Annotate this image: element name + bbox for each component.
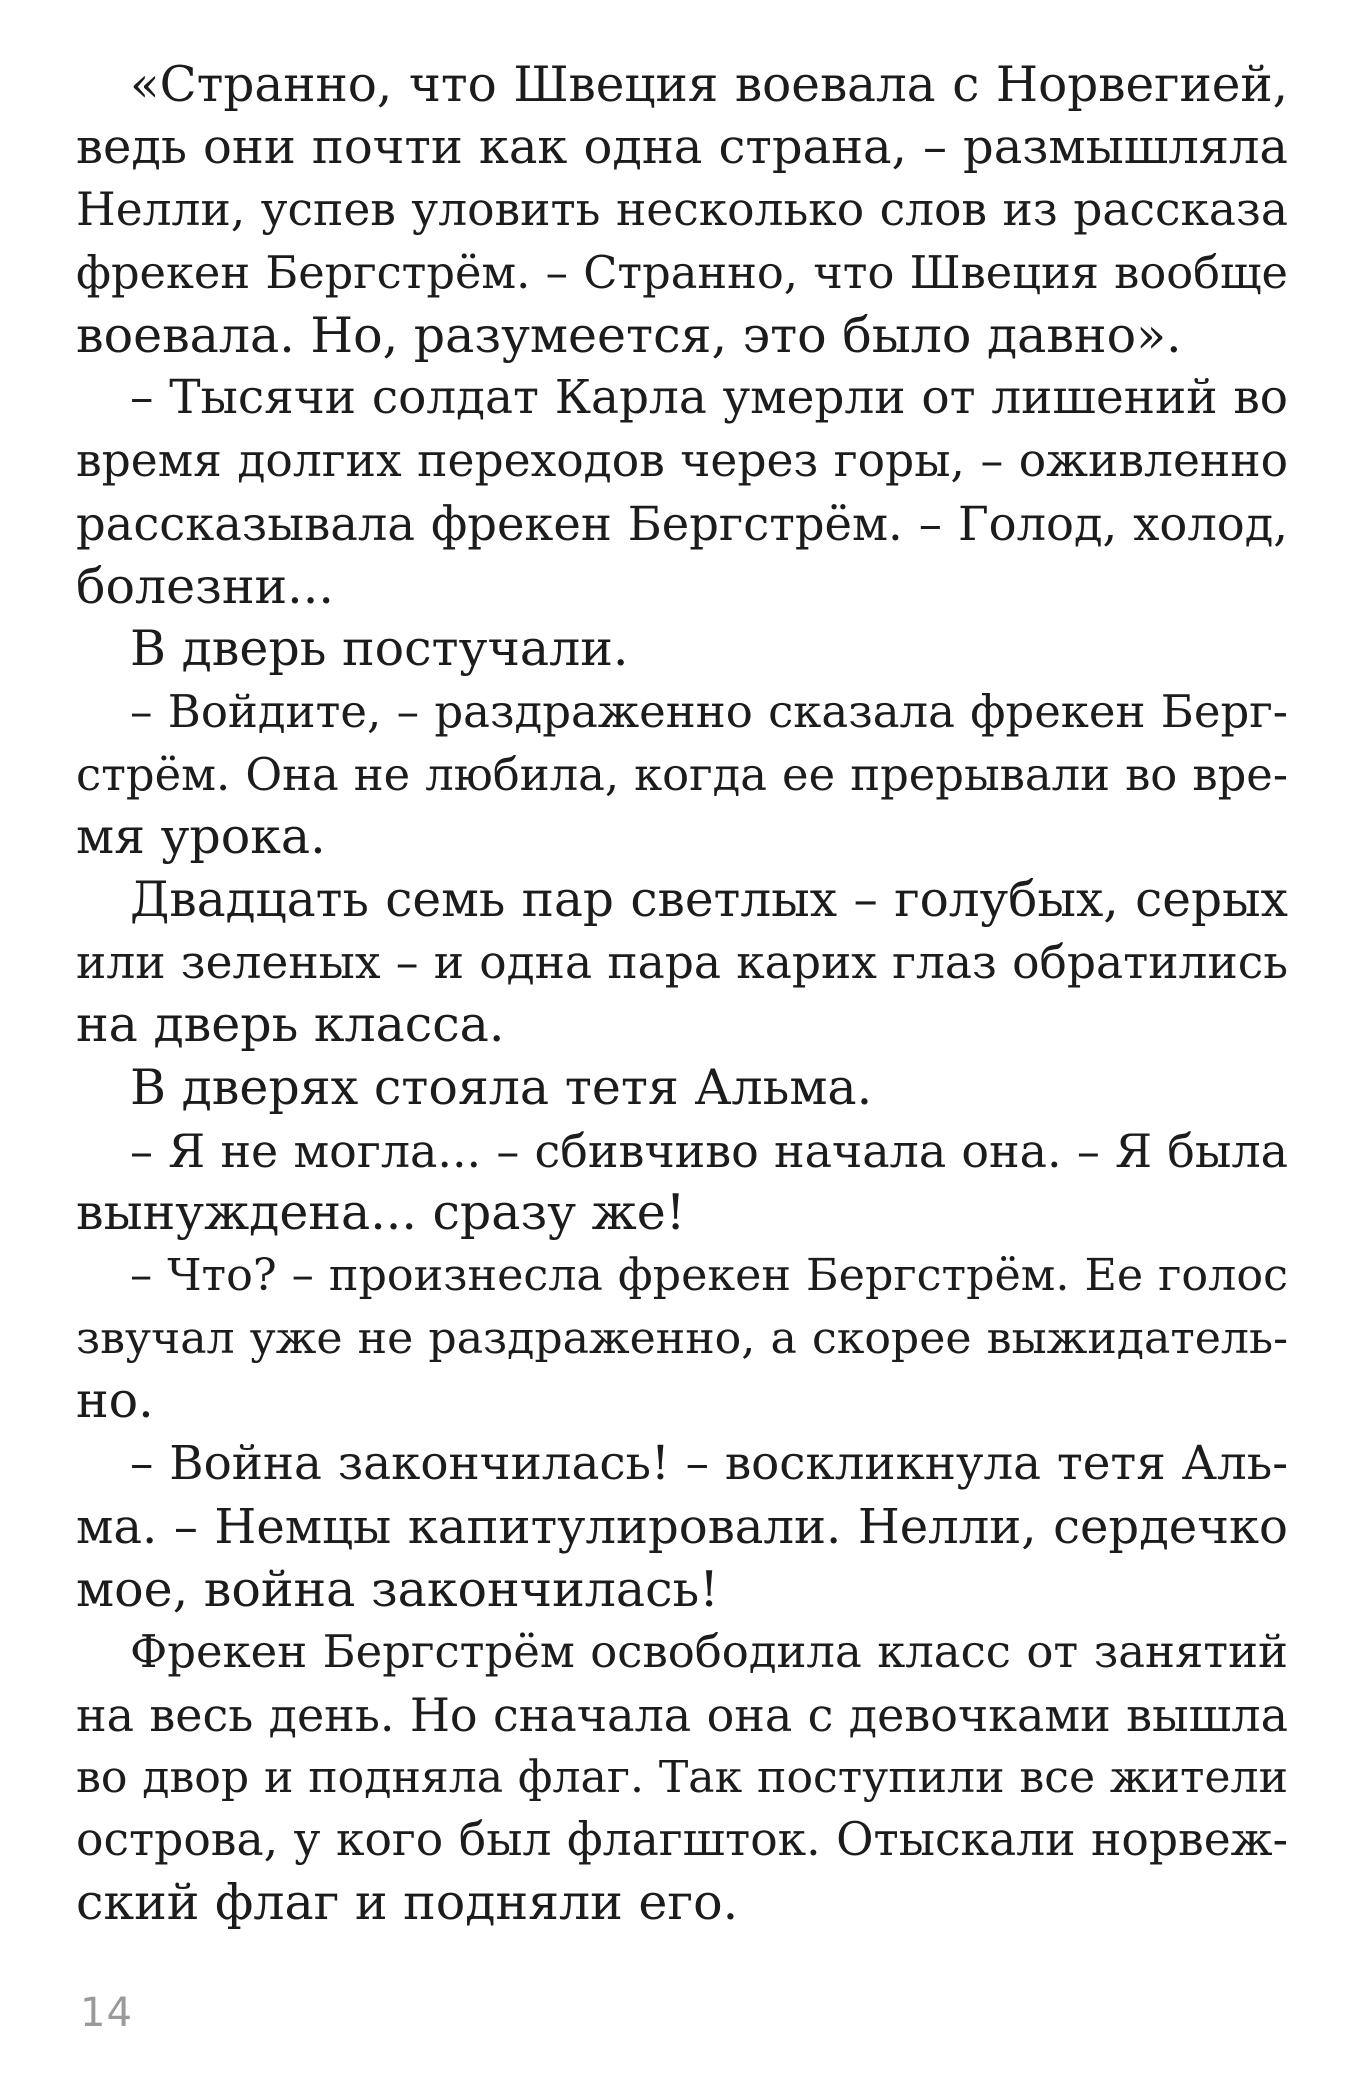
- text-line: – Войдите, – раздраженно сказала фрекен Берг-: [130, 684, 1288, 738]
- paragraph: [76, 1120, 1288, 1245]
- text-line: острова, у кого был флагшток. Отыскали норвеж-: [76, 1813, 1288, 1867]
- text-line: – Я не могла... – сбивчиво начала она. – Я была: [130, 1123, 1288, 1178]
- page-body: [76, 54, 1288, 1935]
- text-line: звучал уже не раздраженно, а скорее выжидатель-: [76, 1312, 1288, 1364]
- text-line: фрекен Бергстрём. – Странно, что Швеция вообще: [76, 247, 1288, 300]
- page-number: 14: [80, 1990, 133, 2036]
- text-line: или зеленых – и одна пара карих глаз обратились: [76, 935, 1288, 989]
- paragraph: [76, 869, 1288, 1057]
- text-line: В дверь постучали.: [130, 620, 629, 678]
- paragraph: [76, 1057, 1288, 1120]
- text-line: во двор и подняла флаг. Так поступили все жители: [76, 1751, 1288, 1803]
- paragraph: [76, 1621, 1288, 1934]
- text-line: мя урока.: [76, 808, 326, 866]
- text-line: «Странно, что Швеция воевала с Норвегией,: [130, 57, 1288, 113]
- text-line: мое, война закончилась!: [76, 1560, 719, 1618]
- text-line: В дверях стояла тетя Альма.: [130, 1059, 873, 1116]
- text-line: рассказывала фрекен Бергстрём. – Голод, холод,: [76, 496, 1288, 551]
- text-line: время долгих переходов через горы, – оживленно: [76, 434, 1288, 488]
- paragraph: [76, 1245, 1288, 1433]
- text-line: воевала. Но, разумеется, это было давно».: [76, 306, 1182, 364]
- text-line: Нелли, успев уловить несколько слов из рассказа: [76, 183, 1288, 237]
- paragraph: [76, 367, 1288, 618]
- text-line: – Что? – произнесла фрекен Бергстрём. Ее голос: [130, 1250, 1288, 1302]
- text-line: ский флаг и подняли его.: [76, 1873, 739, 1931]
- paragraph: [76, 54, 1288, 367]
- text-line: на дверь класса.: [76, 996, 505, 1054]
- paragraph: [76, 618, 1288, 681]
- text-line: вынуждена... сразу же!: [76, 1184, 686, 1242]
- text-line: ведь они почти как одна страна, – размышляла: [76, 119, 1288, 175]
- paragraph: [76, 681, 1288, 869]
- text-line: Фрекен Бергстрём освободила класс от занятий: [130, 1625, 1288, 1679]
- text-line: ма. – Немцы капитулировали. Нелли, сердечко: [76, 1498, 1288, 1555]
- text-line: болезни...: [76, 557, 334, 615]
- text-line: но.: [76, 1372, 154, 1430]
- text-line: – Война закончилась! – воскликнула тетя Аль-: [130, 1437, 1288, 1492]
- text-line: стрём. Она не любила, когда ее прерывали во вре-: [76, 747, 1288, 801]
- text-line: на весь день. Но сначала она с девочками вышла: [76, 1687, 1288, 1742]
- paragraph: [76, 1433, 1288, 1621]
- text-line: Двадцать семь пар светлых – голубых, серых: [130, 871, 1288, 928]
- text-line: – Тысячи солдат Карла умерли от лишений во: [130, 370, 1288, 426]
